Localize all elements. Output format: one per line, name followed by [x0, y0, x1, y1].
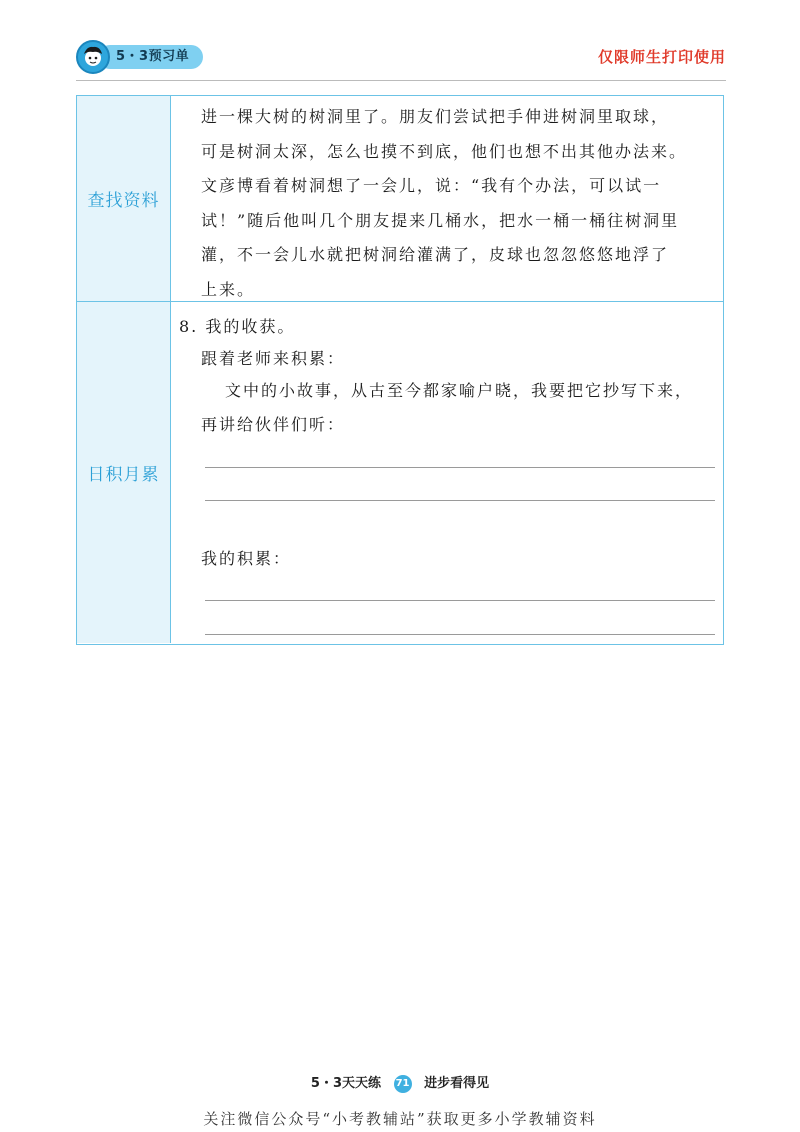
search-row — [77, 96, 723, 302]
writing-line[interactable] — [205, 467, 715, 468]
story-passage — [201, 100, 717, 307]
instruction-line: 文中的小故事，从古至今都家喻户晓，我要把它抄写下来， — [225, 381, 694, 400]
writing-line[interactable] — [205, 634, 715, 635]
mascot-icon — [76, 40, 110, 74]
passage-line: 可是树洞太深，怎么也摸不到底，他们也想不出其他办法来。 — [201, 141, 688, 161]
my-accumulation-prompt: 我的积累： — [201, 549, 292, 568]
writing-line[interactable] — [205, 500, 715, 501]
page-header — [76, 40, 726, 74]
teacher-prompt: 跟着老师来积累： — [201, 349, 346, 368]
passage-line: 进一棵大树的树洞里了。朋友们尝试把手伸进树洞里取球， — [201, 107, 670, 126]
search-content — [171, 96, 723, 301]
footer-left: 5・3天天练 — [310, 1076, 381, 1091]
writing-line[interactable] — [205, 600, 715, 601]
accumulate-row — [77, 302, 723, 643]
question-title: 8. 我的收获。 — [179, 317, 296, 336]
passage-line: 文彦博看着树洞想了一会儿，说：“我有个办法，可以试一 — [201, 176, 662, 195]
passage-line: 灌，不一会儿水就把树洞给灌满了，皮球也忽忽悠悠地浮了 — [201, 245, 670, 264]
brand-title: 5・3预习单 — [98, 45, 203, 69]
page-footer — [0, 1072, 800, 1093]
footer-right: 进步看得见 — [424, 1076, 490, 1091]
usage-notice: 仅限师生打印使用 — [597, 48, 726, 66]
accumulate-label: 日积月累 — [87, 465, 160, 485]
accumulate-label-cell — [77, 302, 171, 643]
worksheet-table — [76, 95, 724, 645]
page-number: 71 — [394, 1075, 412, 1093]
watermark-text: 关注微信公众号“小考教辅站”获取更多小学教辅资料 — [203, 1110, 597, 1128]
brand-badge — [76, 40, 203, 74]
search-label: 查找资料 — [87, 191, 160, 211]
instruction-line: 再讲给伙伴们听： — [201, 415, 346, 434]
passage-line: 试！”随后他叫几个朋友提来几桶水，把水一桶一桶往树洞里 — [201, 210, 680, 230]
header-divider — [76, 80, 726, 81]
passage-line: 上来。 — [201, 279, 256, 299]
search-label-cell — [77, 96, 171, 301]
accumulate-content — [171, 302, 723, 643]
